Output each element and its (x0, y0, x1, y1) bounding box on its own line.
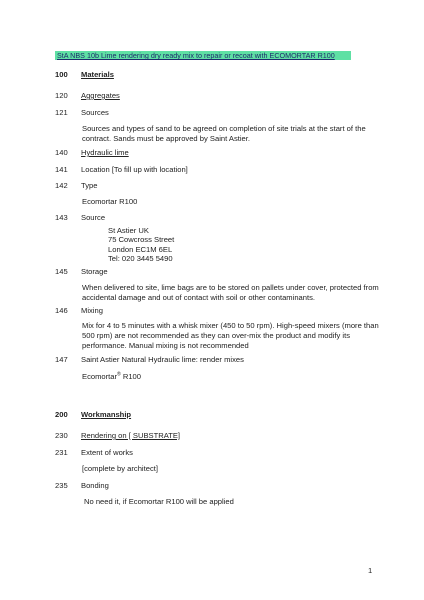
clause-146-text: Mix for 4 to 5 minutes with a whisk mixer (450 to 50 rpm). High-speed mixers (more than 500 rpm) are not recommended as they can over-mix the product and modify its performance. Manual mixing is not recommended (82, 321, 379, 351)
clause-title: Location [To fill up with location] (81, 165, 188, 174)
clause-121-text: Sources and types of sand to be agreed on completion of site trials at the start of the contract. Sands must be approved by Saint Astier. (82, 124, 366, 144)
product-name: Ecomortar (82, 372, 118, 381)
section-title: Workmanship (81, 410, 132, 419)
clause-145-text: When delivered to site, lime bags are to be stored on pallets under cover, protected from accidental damage and out of contact with soil or other contaminants. (82, 283, 379, 303)
clause-title: Storage (81, 267, 108, 276)
clause-number: 146 (55, 306, 68, 315)
section-title: Materials (81, 70, 114, 79)
clause-title: Extent of works (81, 448, 133, 457)
clause-title: Type (81, 181, 98, 190)
clause-number: 140 (55, 148, 68, 157)
section-number: 200 (55, 410, 68, 419)
clause-title: Rendering on [ SUBSTRATE] (81, 431, 181, 440)
section-number: 100 (55, 70, 68, 79)
address-line: St Astier UK (108, 226, 149, 235)
clause-number: 230 (55, 431, 68, 440)
clause-title: Hydraulic lime (81, 148, 129, 157)
clause-number: 231 (55, 448, 68, 457)
clause-title: Sources (81, 108, 109, 117)
product-code: R100 (120, 372, 141, 381)
clause-number: 120 (55, 91, 68, 100)
clause-number: 235 (55, 481, 68, 490)
clause-235-text: No need it, if Ecomortar R100 will be applied (84, 497, 234, 506)
registered-mark: ® (117, 371, 121, 378)
clause-147-text (82, 372, 382, 382)
clause-number: 121 (55, 108, 68, 117)
clause-number: 141 (55, 165, 68, 174)
clause-number: 142 (55, 181, 68, 190)
clause-142-text: Ecomortar R100 (82, 197, 138, 206)
address-line: 75 Cowcross Street (108, 235, 175, 245)
clause-number: 143 (55, 213, 68, 222)
clause-title: Aggregates (81, 91, 120, 100)
clause-number: 145 (55, 267, 68, 276)
address-line: London EC1M 6EL (108, 244, 173, 254)
clause-title: Bonding (81, 481, 109, 490)
supplier-address (108, 226, 174, 264)
clause-231-text: [complete by architect] (82, 464, 158, 473)
clause-title: Mixing (81, 306, 103, 315)
document-title-banner: StA NBS 10b Lime rendering dry ready mix to repair or recoat with ECOMORTAR R100 (55, 51, 351, 60)
clause-number: 147 (55, 355, 68, 364)
page-number: 1 (368, 566, 373, 575)
clause-title: Source (81, 213, 106, 222)
clause-title: Saint Astier Natural Hydraulic lime: render mixes (81, 355, 244, 364)
address-line: Tel: 020 3445 5490 (108, 254, 173, 264)
